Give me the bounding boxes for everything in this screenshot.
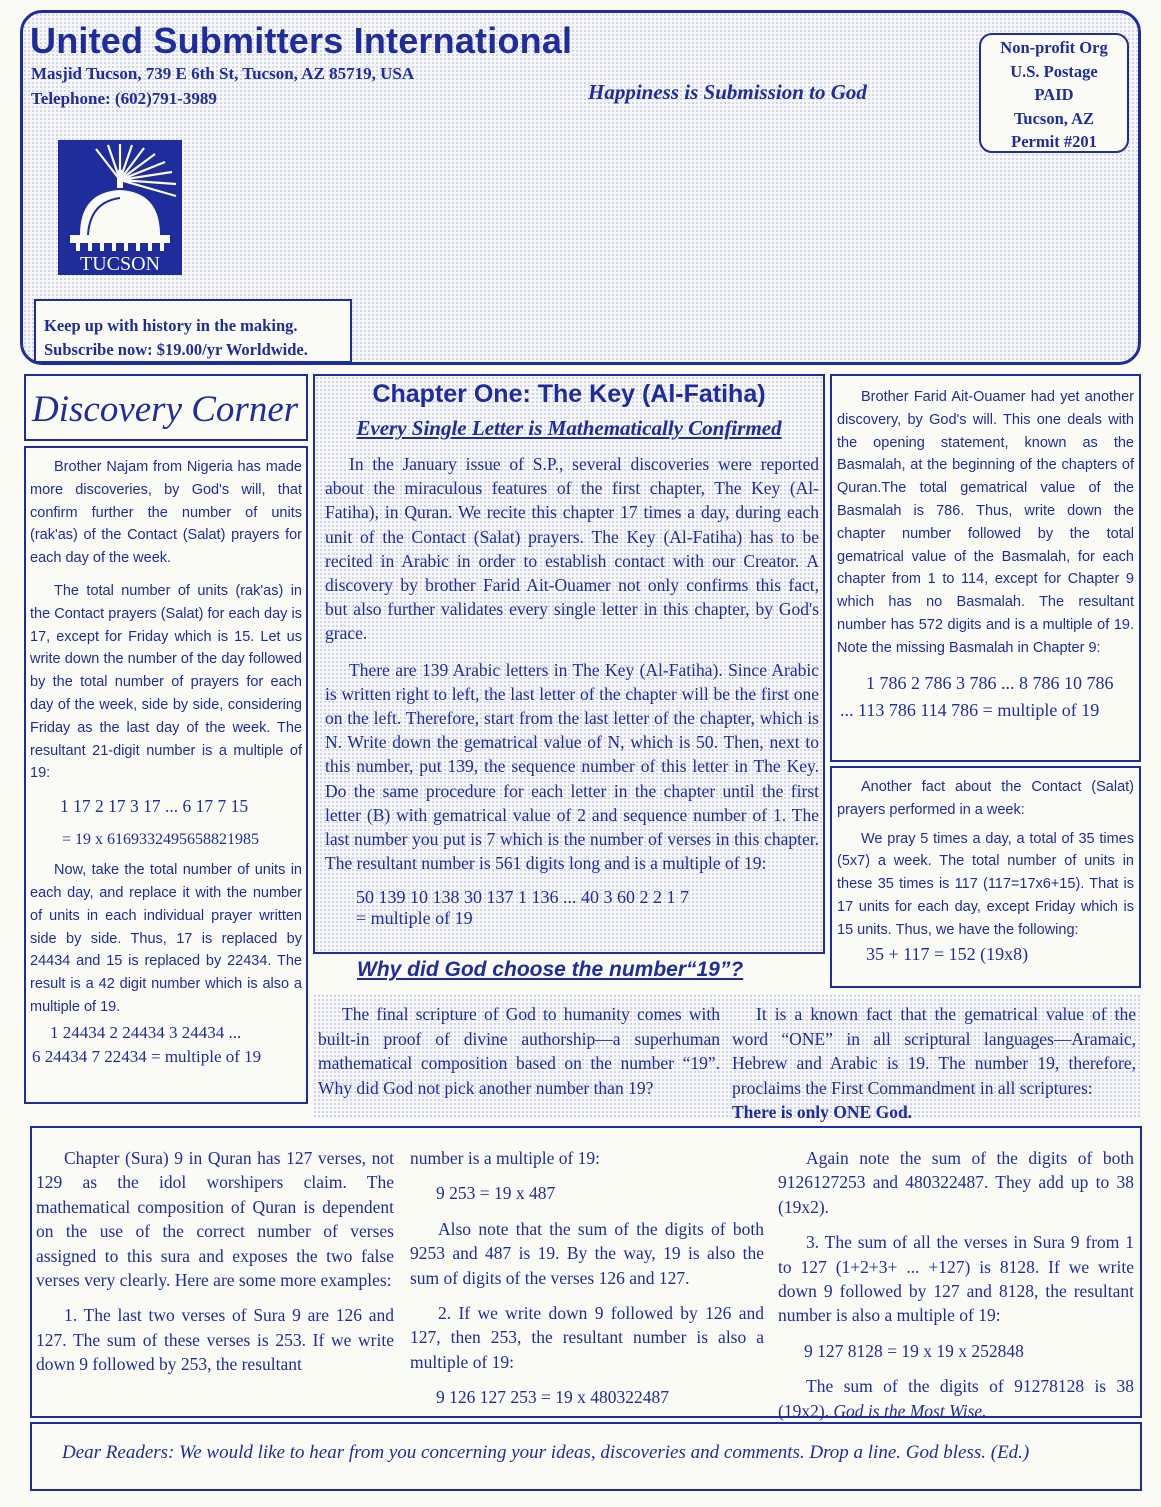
paragraph: We pray 5 times a day, a total of 35 times (5x7) a week. The total number of units in these 35 times is 117 (117=17x6+15). That is 17 units for each day, except Friday which is 15 units. Thus, we have the following:	[837, 830, 1134, 938]
equation: 9 126 127 253 = 19 x 480322487	[436, 1387, 669, 1408]
paragraph: 3. The sum of all the verses in Sura 9 from 1 to 127 (1+2+3+ ... +127) is 8128. If we write down 9 followed by 127 and 8128, the resultant number is also a multiple of 19:	[778, 1232, 1134, 1326]
chapter-title: Chapter One: The Key (Al-Fatiha)	[372, 380, 766, 408]
sura-col-2	[410, 1146, 764, 1421]
equation: 1 24434 2 24434 3 24434 ...	[50, 1022, 242, 1042]
equation: 6 24434 7 22434 = multiple of 19	[32, 1046, 262, 1066]
paragraph: There are 139 Arabic letters in The Key (Al-Fatiha). Since Arabic is written right to left, the last letter of the chapter will be the first one on the left. Therefore, start from the last letter of the chapter, which is N. Write down the gematrical value of N, which is 50. Then, next to this number, put 139, the sequence number of this letter in The Key. Do the same procedure for each letter in the chapter until the first letter (B) with gematrical value of 2 and sequence number of 1. The last number you put is 7 which is the number of verses in this chapter. The resultant number is 561 digits long and is a multiple of 19:	[325, 659, 819, 874]
contact-fact-box	[830, 766, 1141, 988]
equation: 1 786 2 786 3 786 ... 8 786 10 786	[866, 672, 1114, 693]
paragraph: Another fact about the Contact (Salat) prayers performed in a week:	[837, 779, 1134, 818]
paragraph: Brother Farid Ait-Ouamer had yet another discovery, by God's will. This one deals with the opening statement, known as the Basmalah, at the beginning of the chapters of Quran.The total gematrical value of the Basmalah is 786. Thus, write down the chapter number followed by the total gematrical value of the Basmalah, for each chapter from 1 to 114, except for Chapter 9 which has no Basmalah. The resultant number has 572 digits and is a multiple of 19. Note the missing Basmalah in Chapter 9:	[837, 389, 1134, 656]
discovery-corner-box	[24, 446, 308, 1104]
why-19-heading: Why did God choose the number“19”?	[357, 958, 744, 981]
paragraph: The total number of units (rak'as) in the Contact prayers (Salat) for each day is 17, except for Friday which is 15. Let us write down the number of the day followed by the total number of prayers for each day of the week, side by side, considering Friday as the last day of the week. The resultant 21-digit number is a multiple of 19:	[30, 582, 302, 782]
paragraph: It is a known fact that the gematrical value of the word “ONE” in all scriptural languages—Aramaic, Hebrew and Arabic is 19. The number 19, therefore, proclaims the First Commandment in all scriptures:	[732, 1004, 1136, 1098]
logo-text: TUCSON	[79, 253, 161, 275]
discovery-corner-heading: Discovery Corner	[32, 389, 299, 430]
paragraph: Brother Najam from Nigeria has made more discoveries, by God's will, that confirm further the number of units (rak'as) of the Contact (Salat) prayers for each day of the week.	[30, 459, 302, 567]
equation: 9 253 = 19 x 487	[436, 1183, 556, 1204]
basmalah-box	[830, 374, 1141, 762]
postage-line: Tucson, AZ	[1013, 108, 1095, 128]
mosque-dome-icon	[58, 140, 182, 275]
org-title: United Submitters International	[30, 20, 573, 61]
first-commandment: There is only ONE God.	[732, 1102, 913, 1122]
paragraph: In the January issue of S.P., several discoveries were reported about the miraculous features of the first chapter, The Key (Al-Fatiha), in Quran. We recite this chapter 17 times a day, during each unit of the Contact (Salat) prayers. The Key (Al-Fatiha) has to be recited in Arabic in order to establish contact with our Creator. A discovery by brother Farid Ait-Ouamer not only confirms this fact, but also further validates every single letter in this chapter, by God's grace.	[325, 454, 819, 644]
equation: 35 + 117 = 152 (19x8)	[866, 943, 1029, 964]
readers-note: Dear Readers: We would like to hear from you concerning your ideas, discoveries and comments. Drop a line. God bless. (Ed.)	[62, 1442, 1030, 1463]
equation: 1 17 2 17 3 17 ... 6 17 7 15	[60, 796, 249, 817]
postage-indicia	[979, 33, 1129, 153]
equation: = multiple of 19	[356, 908, 473, 929]
slogan: Happiness is Submission to God	[588, 80, 867, 104]
telephone: Telephone: (602)791-3989	[31, 89, 217, 108]
paragraph: 1. The last two verses of Sura 9 are 126 and 127. The sum of these verses is 253. If we write down 9 followed by 253, the resultant	[36, 1305, 394, 1375]
paragraph: The sum of the digits of 91278128 is 38 (19x2).	[778, 1376, 1134, 1421]
postage-line: Non-profit Org	[1000, 38, 1108, 57]
equation: 50 139 10 138 30 137 1 136 ... 40 3 60 2 2 1 7	[356, 887, 689, 908]
postage-line: PAID	[1034, 85, 1074, 104]
why-19-col-left	[318, 1002, 720, 1112]
subscribe-line: Keep up with history in the making.	[44, 316, 298, 335]
why-19-col-right	[732, 1002, 1136, 1125]
chapter-body	[325, 452, 819, 929]
paragraph: Again note the sum of the digits of both 9126127253 and 480322487. They add up to 38 (19x2).	[778, 1148, 1134, 1217]
address: Masjid Tucson, 739 E 6th St, Tucson, AZ 85719, USA	[31, 64, 415, 83]
sura-col-3	[778, 1146, 1134, 1423]
postage-line: Permit #201	[1011, 132, 1097, 151]
sura-col-1	[36, 1146, 394, 1388]
equation: ... 113 786 114 786 = multiple of 19	[840, 699, 1100, 720]
postage-line: U.S. Postage	[1010, 61, 1098, 81]
closing-phrase: God is the Most Wise.	[833, 1400, 987, 1421]
paragraph: The final scripture of God to humanity comes with built-in proof of divine authorship—a superhuman mathematical composition based on the number “19”. Why did God not pick another number than 19?	[318, 1004, 720, 1098]
equation: 9 127 8128 = 19 x 19 x 252848	[804, 1340, 1024, 1361]
paragraph: 2. If we write down 9 followed by 126 and 127, then 253, the resultant number is also a multiple of 19:	[410, 1303, 764, 1372]
subscribe-line: Subscribe now: $19.00/yr Worldwide.	[44, 340, 308, 359]
chapter-subtitle: Every Single Letter is Mathematically Confirmed	[356, 416, 782, 440]
paragraph: Chapter (Sura) 9 in Quran has 127 verses, not 129 as the idol worshipers claim. The mathematical composition of Quran is dependent on the use of the correct number of verses assigned to this sura and exposes the two false verses very clearly. Here are some more examples:	[36, 1148, 394, 1291]
subscribe-box	[34, 299, 352, 363]
paragraph: Also note that the sum of the digits of both 9253 and 487 is 19. By the way, 19 is also the sum of digits of the verses 126 and 127.	[410, 1218, 764, 1288]
paragraph: Now, take the total number of units in each day, and replace it with the number of units in each individual prayer written side by side. Thus, 17 is replaced by 24434 and 15 is replaced by 22434. The result is a 42 digit number which is also a multiple of 19.	[30, 862, 302, 1015]
equation: = 19 x 6169332495658821985	[62, 831, 260, 849]
paragraph: number is a multiple of 19:	[410, 1148, 601, 1168]
